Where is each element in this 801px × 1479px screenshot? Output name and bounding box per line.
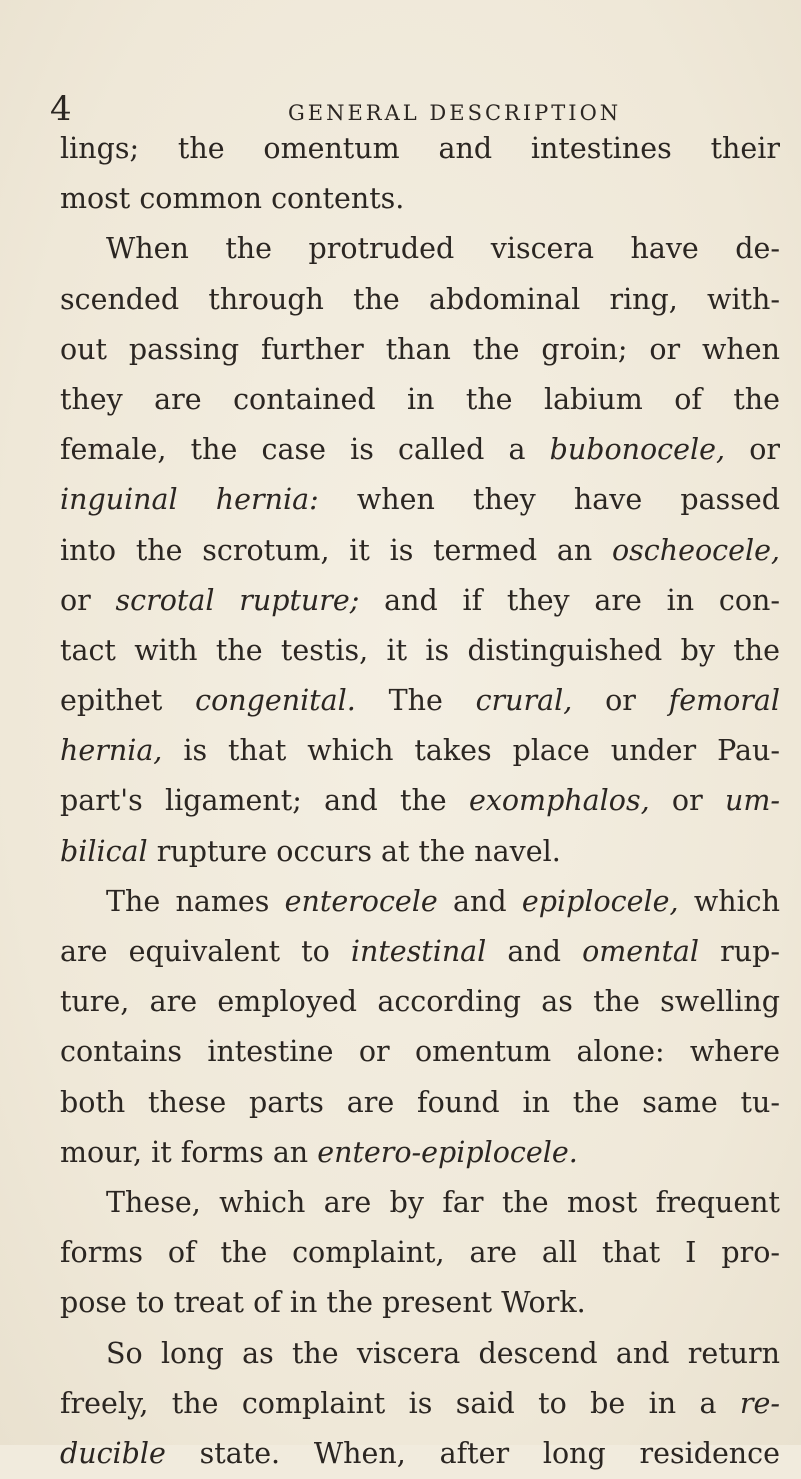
text-segment: or: [572, 684, 669, 718]
italic-term: hernia,: [60, 734, 163, 768]
text-line: [60, 776, 780, 826]
text-line: out passing further than the groin; or when: [60, 332, 780, 366]
text-segment: is that which takes place under Pau-: [162, 734, 780, 768]
text-line: These, which are by far the most frequent: [106, 1185, 780, 1219]
text-segment: or: [649, 784, 725, 818]
text-segment: state. When, after long residence: [165, 1436, 780, 1470]
text-segment: which: [678, 884, 780, 918]
text-segment: are equivalent to: [60, 935, 351, 968]
text-line: [60, 576, 780, 626]
text-line: lings; the omentum and intestines their: [60, 132, 780, 165]
running-head: GENERAL DESCRIPTION: [288, 101, 622, 125]
text-segment: rup-: [699, 935, 780, 968]
text-segment: when they have passed: [318, 483, 780, 517]
text-line: [60, 475, 780, 525]
italic-term: congenital.: [195, 684, 356, 718]
italic-term: inguinal hernia:: [60, 483, 319, 517]
text-segment: or: [60, 583, 116, 617]
text-segment: The: [355, 684, 476, 718]
text-segment: epithet: [60, 684, 196, 718]
italic-term: crural,: [475, 684, 573, 718]
text-segment: rupture occurs at the navel.: [147, 834, 561, 868]
text-segment: and: [486, 935, 583, 968]
text-segment: and if they are in con-: [359, 583, 780, 617]
text-line: tact with the testis, it is distinguished by the: [60, 633, 780, 667]
text-line: [60, 1379, 780, 1429]
italic-term: ducible: [60, 1436, 166, 1470]
text-line: [60, 1429, 780, 1479]
text-line: [60, 526, 780, 576]
text-line: pose to treat of in the present Work.: [60, 1286, 586, 1320]
text-segment: and: [437, 884, 522, 918]
text-line: [60, 1128, 780, 1178]
text-line: contains intestine or omentum alone: where: [60, 1035, 780, 1069]
italic-term: um-: [724, 784, 780, 818]
text-line: [60, 927, 780, 977]
italic-term: bilical: [60, 834, 148, 868]
text-line: most common contents.: [60, 182, 405, 216]
italic-term: omental: [582, 935, 700, 968]
text-segment: mour, it forms an: [60, 1135, 318, 1169]
italic-term: femoral: [668, 684, 780, 718]
text-segment: female, the case is called a: [60, 433, 550, 467]
text-line: [60, 877, 780, 927]
body-text: [60, 124, 780, 1479]
text-line: forms of the complaint, are all that I pro-: [60, 1236, 780, 1270]
text-line: ture, are employed according as the swelling: [60, 985, 780, 1019]
text-line: [60, 827, 780, 877]
text-line: scended through the abdominal ring, with-: [60, 282, 780, 316]
italic-term: scrotal rupture;: [115, 583, 360, 617]
text-line: So long as the viscera descend and return: [106, 1336, 780, 1370]
text-line: [60, 726, 780, 776]
text-line: both these parts are found in the same tu-: [60, 1085, 780, 1119]
text-segment: The names: [106, 884, 285, 918]
text-segment: freely, the complaint is said to be in a: [60, 1386, 740, 1420]
italic-term: oscheocele,: [612, 533, 780, 567]
italic-term: enterocele: [284, 884, 438, 918]
italic-term: intestinal: [350, 935, 487, 968]
italic-term: epiplocele,: [521, 884, 679, 918]
page-number: 4: [50, 89, 72, 129]
text-line: [60, 425, 780, 475]
text-line: When the protruded viscera have de-: [106, 232, 780, 266]
text-line: [60, 676, 780, 726]
text-segment: part's ligament; and the: [60, 784, 469, 818]
italic-term: re-: [739, 1386, 780, 1420]
italic-term: exomphalos,: [468, 784, 650, 818]
text-segment: into the scrotum, it is termed an: [60, 533, 612, 567]
text-segment: or: [725, 433, 781, 467]
italic-term: entero-epiplocele.: [317, 1135, 578, 1169]
italic-term: bubonocele,: [549, 433, 726, 467]
text-line: they are contained in the labium of the: [60, 382, 780, 416]
